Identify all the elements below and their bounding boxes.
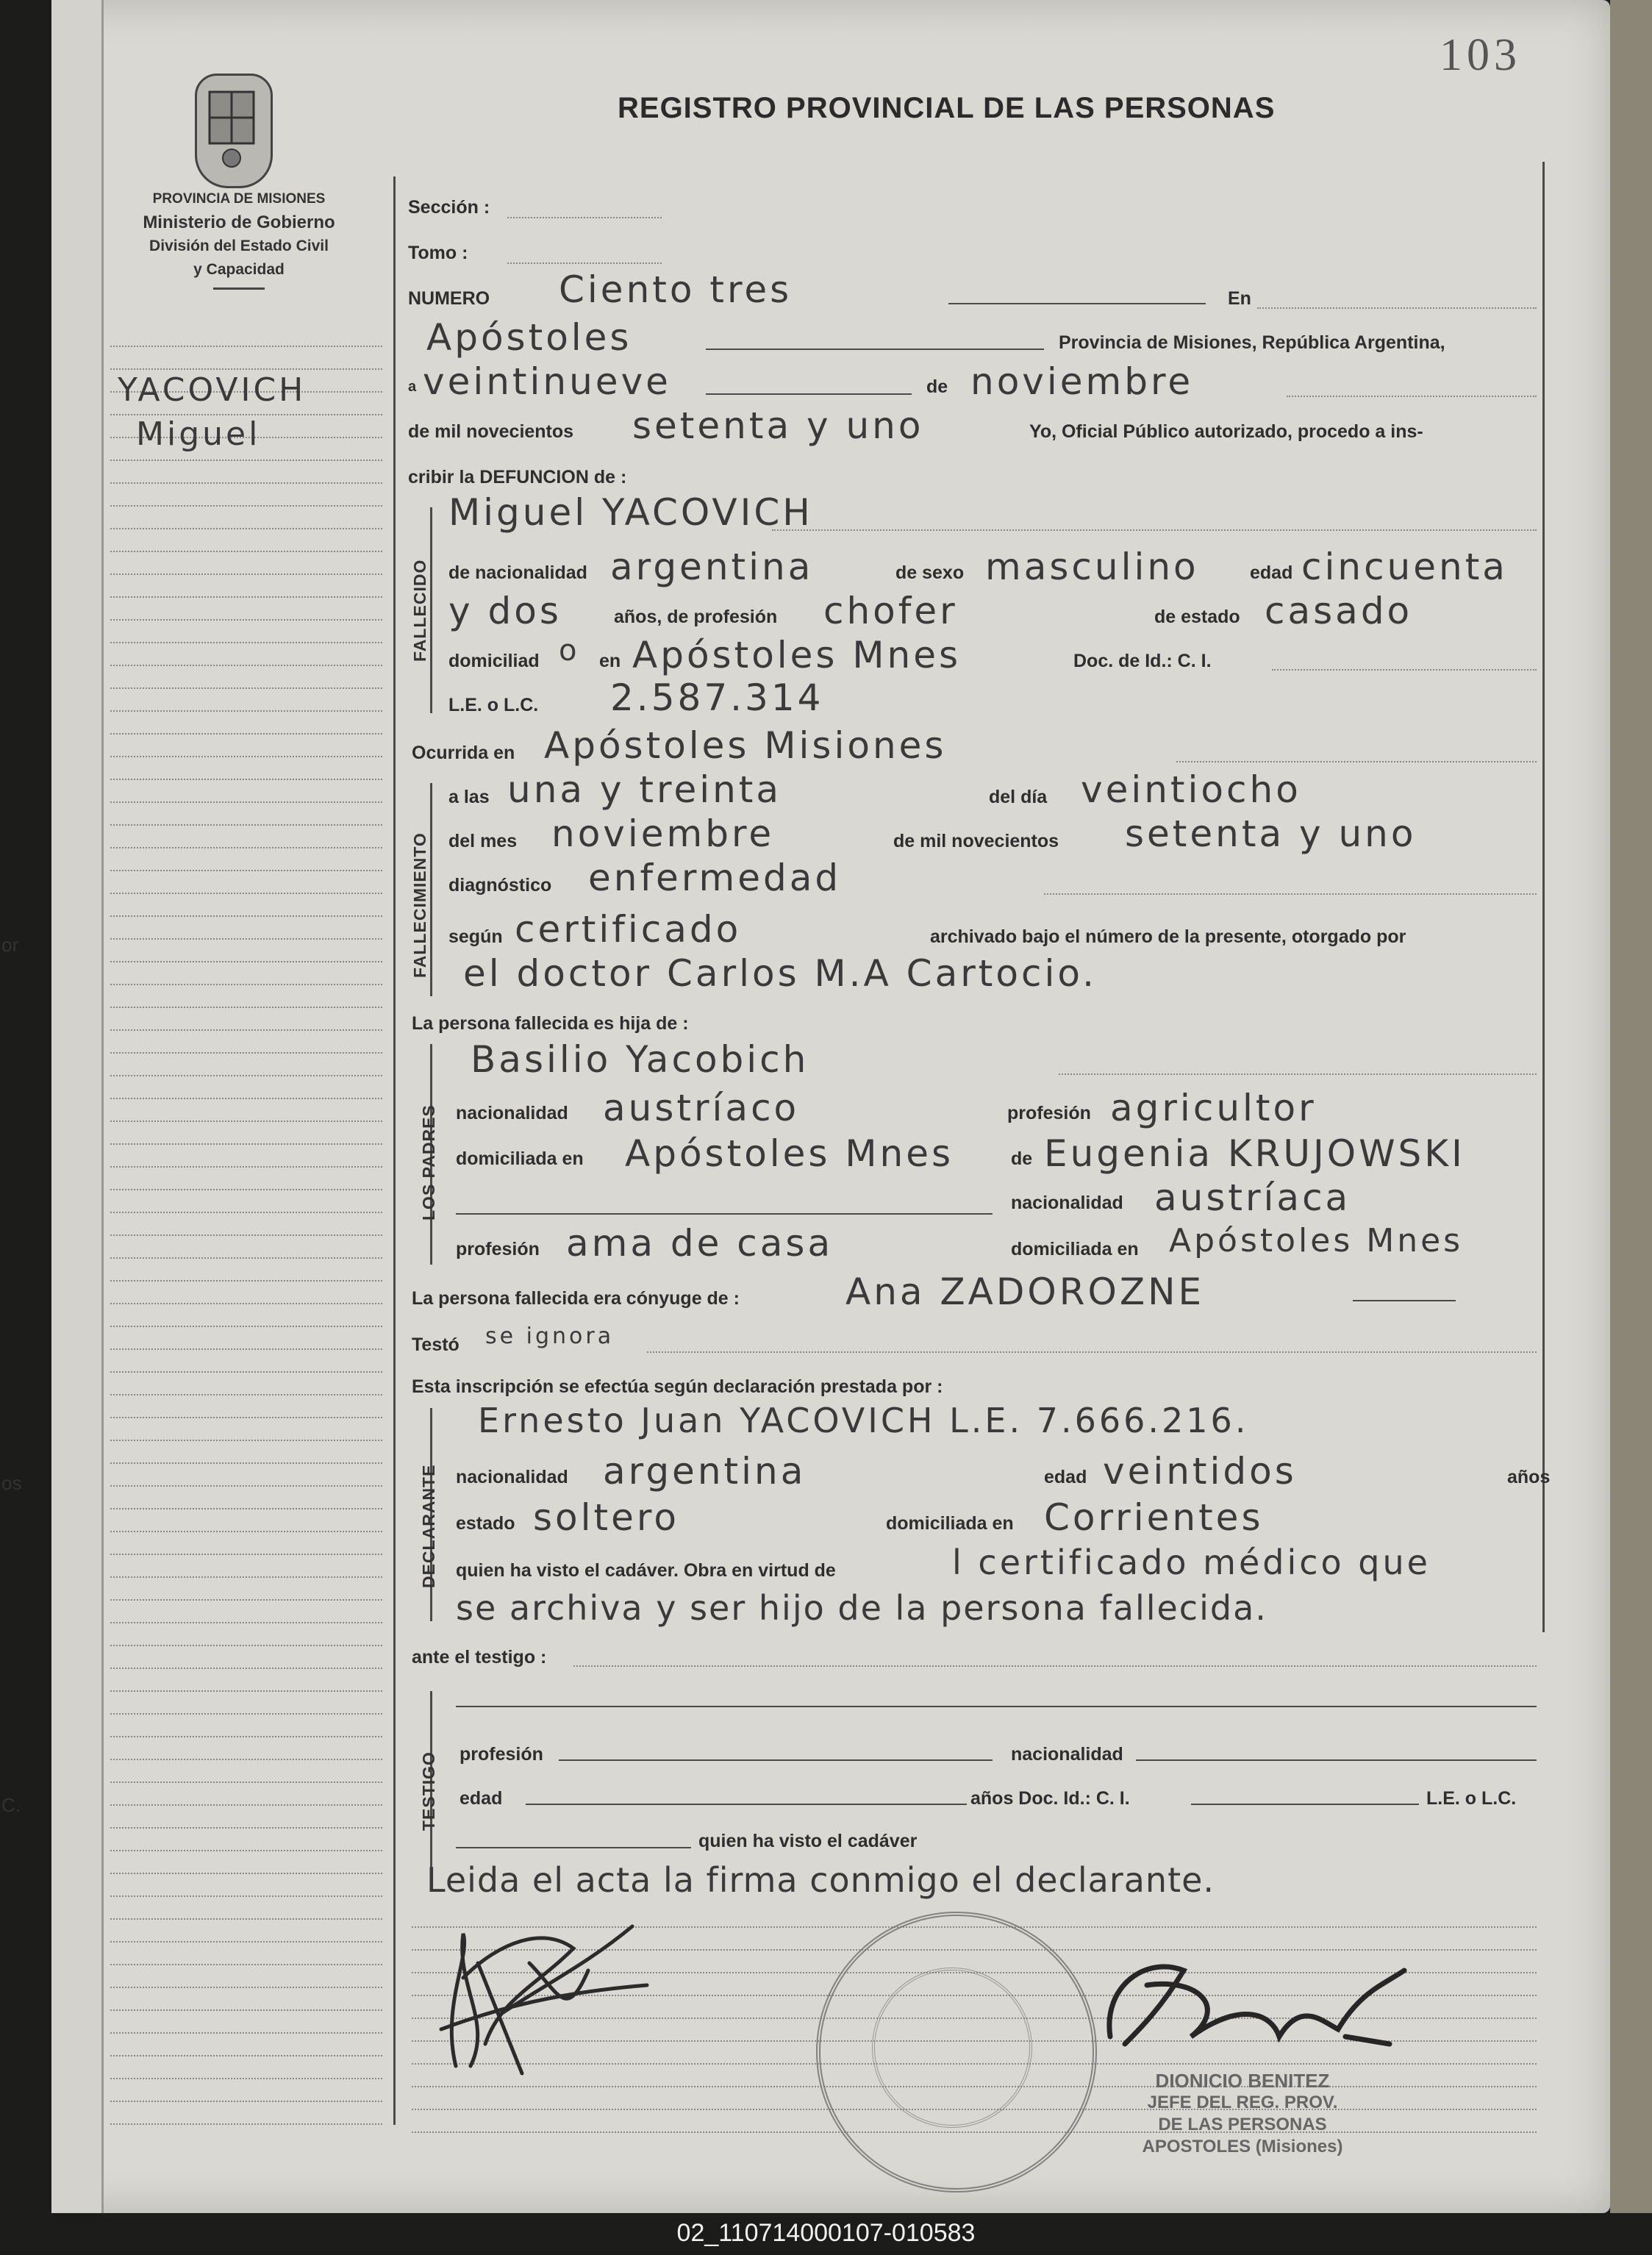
margin-ruled-line	[110, 1462, 382, 1464]
margin-ruled-line	[110, 2032, 382, 2034]
margin-ruled-line	[110, 1759, 382, 1760]
provincia-text: Provincia de Misiones, República Argentina,	[1059, 332, 1445, 353]
testigo-nacionalidad-line	[1136, 1759, 1537, 1761]
madre-value: Eugenia KRUJOWSKI	[1044, 1132, 1465, 1175]
madre-domicilio-value: Apóstoles Mnes	[1169, 1222, 1464, 1259]
margin-ruled-line	[110, 2101, 382, 2102]
padre-line	[1059, 1073, 1537, 1075]
declarante-estado-label: estado	[456, 1513, 515, 1534]
margin-ruled-line	[110, 551, 382, 552]
testo-label: Testó	[412, 1334, 460, 1355]
hija-label: La persona fallecida es hija de :	[412, 1013, 689, 1034]
testigo-visto-line	[456, 1847, 691, 1848]
a-label: a	[408, 379, 417, 395]
conyuge-label: La persona fallecida era cónyuge de :	[412, 1288, 740, 1309]
testigo-nacionalidad-label: nacionalidad	[1011, 1744, 1123, 1765]
day-value: veintinueve	[423, 360, 671, 403]
issuer-underline	[213, 287, 265, 290]
official-stamp-inner	[872, 1968, 1032, 2128]
domiciliado-label: domiciliad	[448, 651, 540, 671]
sexo-label: de sexo	[895, 562, 965, 583]
declarante-virtud-line1: l certificado médico que	[952, 1543, 1431, 1582]
tomo-field-line	[507, 262, 662, 264]
padre-domicilio-value: Apóstoles Mnes	[625, 1132, 954, 1175]
declarante-edad-value: veintidos	[1103, 1450, 1297, 1493]
segun-value: certificado	[515, 908, 742, 951]
declarante-anos-label: años	[1507, 1467, 1551, 1487]
margin-ruled-line	[110, 1987, 382, 1988]
month-field-line	[1287, 396, 1537, 397]
place-dash	[706, 349, 1044, 350]
margin-ruled-line	[110, 2078, 382, 2079]
fallecimiento-section-label: FALLECIMIENTO	[410, 832, 429, 978]
form-right-rule	[1542, 162, 1545, 1632]
margin-ruled-line	[110, 346, 382, 347]
margin-ruled-line	[110, 1303, 382, 1304]
official-signature	[1081, 1941, 1434, 2073]
margin-ruled-line	[110, 687, 382, 689]
padre-nacionalidad-label: nacionalidad	[456, 1103, 568, 1123]
margin-ruled-line	[110, 1166, 382, 1168]
margin-ruled-line	[110, 2123, 382, 2125]
ante-testigo-line	[573, 1665, 1537, 1667]
declarant-signature	[412, 1897, 662, 2103]
margin-ruled-line	[110, 733, 382, 735]
declarante-visto-text: quien ha visto el cadáver. Obra en virtud de	[456, 1560, 836, 1581]
oficial-text: Yo, Oficial Público autorizado, procedo a ins-	[1029, 421, 1423, 442]
margin-ruled-line	[110, 368, 382, 370]
document-title: REGISTRO PROVINCIAL DE LAS PERSONAS	[618, 92, 1276, 124]
testigo-name-line	[456, 1706, 1537, 1707]
archivado-text: archivado bajo el número de la presente, otorgado por	[930, 926, 1406, 947]
declarante-nacionalidad-label: nacionalidad	[456, 1467, 568, 1487]
margin-ruled-line	[110, 1668, 382, 1669]
margin-ruled-line	[110, 1371, 382, 1373]
margin-ruled-line	[110, 938, 382, 940]
fallecido-domicilio-value: Apóstoles Mnes	[632, 634, 962, 676]
margin-given-name: Miguel	[136, 415, 261, 453]
diagnostico-label: diagnóstico	[448, 875, 552, 896]
estado-value: casado	[1265, 590, 1413, 632]
segun-label: según	[448, 926, 503, 947]
margin-ruled-line	[110, 870, 382, 871]
edad-value-part2: y dos	[448, 590, 562, 632]
margin-ruled-line	[110, 1599, 382, 1601]
fallecido-nacionalidad-label: de nacionalidad	[448, 562, 587, 583]
numero-label: NUMERO	[408, 288, 490, 309]
margin-ruled-line	[110, 1873, 382, 1874]
padre-profesion-label: profesión	[1007, 1103, 1091, 1123]
edad-label: edad	[1250, 562, 1293, 583]
madre-domiciliada-label: domiciliada en	[1011, 1239, 1139, 1259]
prev-page-fragment-os: os	[1, 1472, 22, 1494]
margin-ruled-line	[110, 801, 382, 803]
official-stamp-seal	[816, 1912, 1097, 2193]
anos-profesion-label: años, de profesión	[614, 607, 778, 627]
padre-nacionalidad-value: austríaco	[603, 1087, 800, 1129]
issuer-division: División del Estado Civil	[149, 237, 329, 254]
margin-ruled-line	[110, 1234, 382, 1236]
conyuge-value: Ana ZADOROZNE	[845, 1271, 1205, 1313]
testigo-edad-line	[526, 1804, 967, 1805]
testo-line	[647, 1351, 1537, 1353]
margin-ruled-line	[110, 1212, 382, 1213]
form-left-rule	[393, 176, 396, 2125]
ocurrida-value: Apóstoles Misiones	[544, 724, 947, 767]
margin-ruled-line	[110, 1143, 382, 1145]
margin-ruled-line	[110, 1622, 382, 1623]
seccion-label: Sección :	[408, 197, 490, 218]
anio-value: setenta y uno	[1125, 812, 1417, 855]
margin-ruled-line	[110, 1941, 382, 1943]
issuer-province: PROVINCIA DE MISIONES	[152, 191, 326, 207]
fallecido-nacionalidad-value: argentina	[610, 546, 814, 588]
padre-domiciliada-label: domiciliada en	[456, 1148, 584, 1169]
le-lc-label: L.E. o L.C.	[448, 695, 539, 715]
margin-ruled-line	[110, 665, 382, 666]
madre-de-label: de	[1011, 1148, 1033, 1169]
declarante-name-value: Ernesto Juan YACOVICH L.E. 7.666.216.	[478, 1401, 1249, 1440]
margin-ruled-line	[110, 824, 382, 826]
margin-ruled-line	[110, 2009, 382, 2011]
margin-ruled-line	[110, 1098, 382, 1099]
edad-value-part1: cincuenta	[1301, 546, 1508, 588]
testigo-visto-label: quien ha visto el cadáver	[698, 1831, 918, 1851]
margin-ruled-line	[110, 1075, 382, 1076]
madre-profesion-value: ama de casa	[566, 1222, 834, 1265]
prev-page-fragment-lc: C.	[1, 1794, 21, 1816]
en-field-line	[1257, 307, 1537, 309]
book-cover-edge	[1610, 0, 1652, 2213]
testo-value: se ignora	[485, 1323, 615, 1349]
previous-page-edge	[51, 0, 104, 2213]
margin-ruled-line	[110, 1189, 382, 1190]
margin-ruled-line	[110, 1280, 382, 1282]
margin-ruled-line	[110, 756, 382, 757]
diagnostico-value: enfermedad	[588, 857, 842, 899]
margin-ruled-line	[110, 1895, 382, 1897]
inscribir-text: cribir la DEFUNCION de :	[408, 467, 627, 487]
declarante-domicilio-value: Corrientes	[1044, 1496, 1264, 1539]
fallecido-profesion-value: chofer	[823, 590, 958, 632]
margin-ruled-line	[110, 1554, 382, 1555]
margin-ruled-line	[110, 1485, 382, 1487]
declarante-intro: Esta inscripción se efectúa según declaración prestada por :	[412, 1376, 943, 1397]
margin-ruled-line	[110, 573, 382, 575]
deceased-name-line	[772, 529, 1537, 531]
fallecido-bracket	[430, 507, 432, 713]
sexo-value: masculino	[985, 546, 1199, 588]
deceased-name-value: Miguel YACOVICH	[448, 491, 813, 534]
testigo-edad-label: edad	[460, 1788, 503, 1809]
provincial-crest-icon	[195, 74, 273, 188]
margin-ruled-line	[110, 1531, 382, 1532]
testigo-profesion-line	[559, 1759, 993, 1761]
official-name-block	[1088, 2070, 1397, 2158]
testigo-section-label: TESTIGO	[419, 1751, 438, 1831]
margin-ruled-line	[110, 1850, 382, 1851]
de-label: de	[926, 376, 948, 397]
margin-ruled-line	[110, 1918, 382, 1920]
domiciliado-suffix: o	[559, 634, 580, 668]
margin-ruled-line	[110, 1257, 382, 1259]
official-name: DIONICIO BENITEZ	[1155, 2070, 1330, 2092]
padres-section-label: LOS PADRES	[419, 1104, 438, 1221]
margin-ruled-line	[110, 1121, 382, 1122]
margin-ruled-line	[110, 2055, 382, 2056]
margin-ruled-line	[110, 505, 382, 507]
margin-ruled-line	[110, 1052, 382, 1054]
padre-profesion-value: agricultor	[1110, 1087, 1317, 1129]
margin-ruled-line	[110, 1417, 382, 1418]
conyuge-dash	[1353, 1300, 1456, 1301]
ocurrida-label: Ocurrida en	[412, 743, 515, 763]
testigo-profesion-label: profesión	[460, 1744, 543, 1765]
issuer-ministry: Ministerio de Gobierno	[143, 212, 335, 232]
del-dia-label: del día	[989, 787, 1048, 807]
numero-dash	[948, 303, 1206, 304]
ocurrida-line	[1176, 761, 1537, 762]
declarante-section-label: DECLARANTE	[419, 1464, 438, 1588]
prev-page-fragment-or: or	[1, 934, 19, 956]
margin-ruled-line	[110, 1508, 382, 1509]
margin-ruled-line	[110, 1394, 382, 1395]
estado-label: de estado	[1154, 607, 1240, 627]
alas-label: a las	[448, 787, 490, 807]
testigo-le-label: L.E. o L.C.	[1426, 1788, 1517, 1809]
doc-id-line	[1272, 669, 1537, 671]
margin-ruled-line	[110, 1029, 382, 1031]
closing-statement: Leida el acta la firma conmigo el declarante.	[426, 1860, 1215, 1900]
padre-value: Basilio Yacobich	[471, 1038, 809, 1081]
margin-ruled-line	[110, 1713, 382, 1715]
doctor-value: el doctor Carlos M.A Cartocio.	[463, 952, 1097, 995]
ante-testigo-label: ante el testigo :	[412, 1647, 547, 1668]
declarante-edad-label: edad	[1044, 1467, 1087, 1487]
margin-ruled-line	[110, 847, 382, 848]
numero-value: Ciento tres	[559, 268, 793, 311]
issuer-block	[92, 187, 386, 290]
month-value: noviembre	[970, 360, 1194, 403]
margin-ruled-line	[110, 1736, 382, 1737]
margin-ruled-line	[110, 460, 382, 461]
margin-ruled-line	[110, 710, 382, 712]
margin-ruled-line	[110, 1348, 382, 1350]
mil-novecientos-label: de mil novecientos	[408, 421, 574, 442]
official-location: APOSTOLES (Misiones)	[1142, 2137, 1343, 2156]
fallecido-en-label: en	[599, 651, 621, 671]
margin-ruled-line	[110, 1440, 382, 1441]
margin-ruled-line	[110, 893, 382, 894]
margin-ruled-line	[110, 1645, 382, 1646]
margin-ruled-line	[110, 1782, 382, 1783]
margin-ruled-line	[110, 642, 382, 643]
margin-ruled-line	[110, 528, 382, 529]
le-lc-value: 2.587.314	[610, 676, 824, 719]
declarante-domiciliada-label: domiciliada en	[886, 1513, 1014, 1534]
official-office: DE LAS PERSONAS	[1158, 2115, 1327, 2134]
margin-ruled-line	[110, 619, 382, 621]
fallecimiento-mil-label: de mil novecientos	[893, 831, 1059, 851]
year-value: setenta y uno	[632, 404, 924, 447]
dia-value: veintiocho	[1081, 768, 1301, 811]
margin-ruled-line	[110, 1804, 382, 1806]
place-value: Apóstoles	[426, 316, 632, 359]
margin-ruled-line	[110, 915, 382, 917]
doc-id-label: Doc. de Id.: C. I.	[1073, 651, 1212, 671]
declarante-virtud-line2: se archiva y ser hijo de la persona fallecida.	[456, 1588, 1267, 1628]
madre-profesion-label: profesión	[456, 1239, 540, 1259]
page-number: 103	[1440, 30, 1521, 80]
madre-nacionalidad-label: nacionalidad	[1011, 1193, 1123, 1213]
margin-ruled-line	[110, 1690, 382, 1692]
footer-document-code: 02_110714000107-010583	[676, 2219, 976, 2247]
declarante-nacionalidad-value: argentina	[603, 1450, 807, 1493]
margin-ruled-line	[110, 1326, 382, 1327]
margin-ruled-line	[110, 596, 382, 598]
testigo-doc-line	[1191, 1804, 1419, 1805]
margin-ruled-line	[110, 1576, 382, 1578]
margin-ruled-line	[110, 961, 382, 962]
testigo-anos-doc-label: años Doc. Id.: C. I.	[970, 1788, 1130, 1809]
diagnostico-line	[1044, 893, 1537, 895]
day-dash	[706, 393, 912, 395]
margin-ruled-line	[110, 984, 382, 985]
hora-value: una y treinta	[507, 768, 782, 811]
official-title: JEFE DEL REG. PROV.	[1147, 2093, 1338, 2112]
issuer-capacity: y Capacidad	[193, 261, 285, 278]
margin-surname: YACOVICH	[118, 371, 307, 409]
declarante-estado-value: soltero	[533, 1496, 679, 1539]
mes-value: noviembre	[551, 812, 775, 855]
margin-ruled-line	[110, 779, 382, 780]
seccion-field-line	[507, 217, 662, 218]
margin-ruled-line	[110, 1827, 382, 1829]
fallecimiento-bracket	[430, 783, 432, 996]
margin-ruled-line	[110, 1964, 382, 1965]
madre-nacionalidad-value: austríaca	[1154, 1176, 1351, 1219]
tomo-label: Tomo :	[408, 243, 468, 263]
margin-ruled-line	[110, 482, 382, 484]
en-label: En	[1228, 288, 1251, 309]
margin-ruled-line	[110, 1007, 382, 1008]
fallecido-section-label: FALLECIDO	[410, 559, 429, 662]
del-mes-label: del mes	[448, 831, 518, 851]
madre-line	[456, 1213, 993, 1215]
